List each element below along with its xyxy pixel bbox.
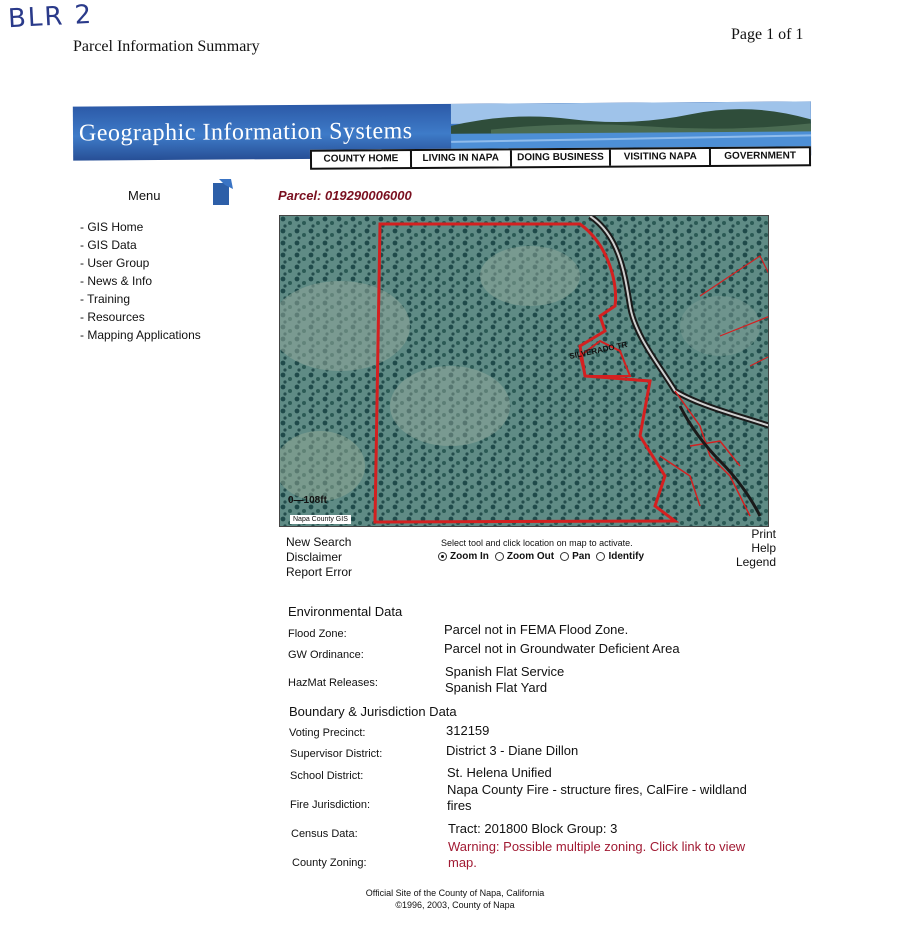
tool-hint: Select tool and click location on map to activate. [441, 538, 633, 548]
menu-item-user-group[interactable]: - User Group [80, 256, 150, 270]
census-data-label: Census Data: [291, 828, 358, 840]
print-link[interactable]: Print [751, 527, 776, 541]
tool-zoom-out[interactable] [495, 551, 554, 562]
parcel-number: Parcel: 019290006000 [278, 188, 412, 203]
new-search-link[interactable]: New Search [286, 535, 352, 549]
tool-identify[interactable] [596, 551, 644, 562]
county-zoning-warning-link[interactable]: Warning: Possible multiple zoning. Click link to view map. [448, 839, 746, 870]
environmental-heading: Environmental Data [288, 604, 403, 619]
voting-precinct-value: 312159 [446, 723, 490, 738]
help-link[interactable]: Help [751, 541, 776, 555]
menu-item-news-info[interactable]: - News & Info [80, 274, 153, 288]
flood-zone-label: Flood Zone: [288, 628, 347, 640]
footer-copyright: ©1996, 2003, County of Napa [395, 900, 515, 910]
radio-identify[interactable] [596, 552, 605, 561]
gw-ordinance-label: GW Ordinance: [288, 649, 364, 661]
tool-pan[interactable] [560, 551, 590, 562]
tool-identify-label: Identify [608, 551, 645, 562]
fire-jurisdiction-value: Napa County Fire - structure fires, CalFire - wildland fires [447, 782, 747, 813]
map-utility-links [730, 527, 776, 569]
radio-pan[interactable] [560, 552, 569, 561]
report-error-link[interactable]: Report Error [286, 565, 353, 579]
nav-county-home[interactable]: COUNTY HOME [312, 151, 412, 168]
nav-living-in-napa[interactable]: LIVING IN NAPA [412, 150, 512, 167]
map-credit: Napa County GIS [290, 515, 351, 524]
disclaimer-link[interactable]: Disclaimer [286, 550, 343, 564]
map-links [286, 535, 352, 580]
nav-visiting-napa[interactable]: VISITING NAPA [611, 149, 711, 166]
hazmat-value-1: Spanish Flat Service [445, 664, 565, 679]
radio-zoom-in[interactable] [438, 552, 447, 561]
tool-zoom-in-label: Zoom In [450, 551, 489, 562]
fire-jurisdiction-label: Fire Jurisdiction: [290, 799, 371, 811]
supervisor-district-label: Supervisor District: [290, 748, 383, 760]
radio-zoom-out[interactable] [495, 552, 504, 561]
legend-link[interactable]: Legend [735, 555, 776, 569]
menu-heading: Menu [128, 188, 161, 203]
school-district-label: School District: [290, 770, 364, 782]
menu-item-training[interactable]: - Training [80, 292, 131, 306]
supervisor-district-value: District 3 - Diane Dillon [446, 743, 579, 758]
nav-doing-business[interactable]: DOING BUSINESS [512, 150, 612, 167]
flood-zone-value: Parcel not in FEMA Flood Zone. [444, 622, 629, 637]
parcel-map[interactable] [279, 215, 769, 527]
menu-item-gis-data[interactable]: - GIS Data [80, 238, 137, 252]
nav-government[interactable]: GOVERNMENT [724, 150, 796, 162]
banner-title: Geographic Information Systems [78, 118, 413, 147]
county-zoning-label: County Zoning: [292, 857, 367, 869]
gw-ordinance-value: Parcel not in Groundwater Deficient Area [444, 641, 680, 656]
tool-zoom-out-label: Zoom Out [506, 551, 555, 562]
tool-zoom-in[interactable] [438, 551, 489, 562]
aerial-imagery [280, 216, 769, 527]
hazmat-value-2: Spanish Flat Yard [445, 680, 548, 695]
menu-item-mapping-applications[interactable]: - Mapping Applications [80, 328, 201, 342]
boundary-heading: Boundary & Jurisdiction Data [289, 704, 457, 719]
voting-precinct-label: Voting Precinct: [289, 727, 366, 739]
menu-item-resources[interactable]: - Resources [80, 310, 145, 324]
handwritten-annotation: BLR 2 [7, 0, 94, 35]
footer-line-1: Official Site of the County of Napa, California [365, 888, 545, 898]
menu-arrow-icon [211, 177, 233, 205]
top-navigation [310, 146, 811, 169]
map-tools [438, 551, 644, 562]
menu-item-gis-home[interactable]: - GIS Home [80, 220, 144, 234]
map-scale-bar: 0—108ft [288, 495, 327, 506]
school-district-value: St. Helena Unified [447, 765, 552, 780]
page-number: Page 1 of 1 [731, 26, 804, 43]
sidebar-menu [80, 218, 201, 344]
document-title: Parcel Information Summary [73, 38, 260, 55]
tool-pan-label: Pan [572, 551, 591, 562]
hazmat-label: HazMat Releases: [288, 677, 378, 689]
census-data-value: Tract: 201800 Block Group: 3 [448, 821, 618, 836]
map-road-label: SILVERADO TR [568, 339, 629, 361]
page-footer [300, 887, 610, 911]
